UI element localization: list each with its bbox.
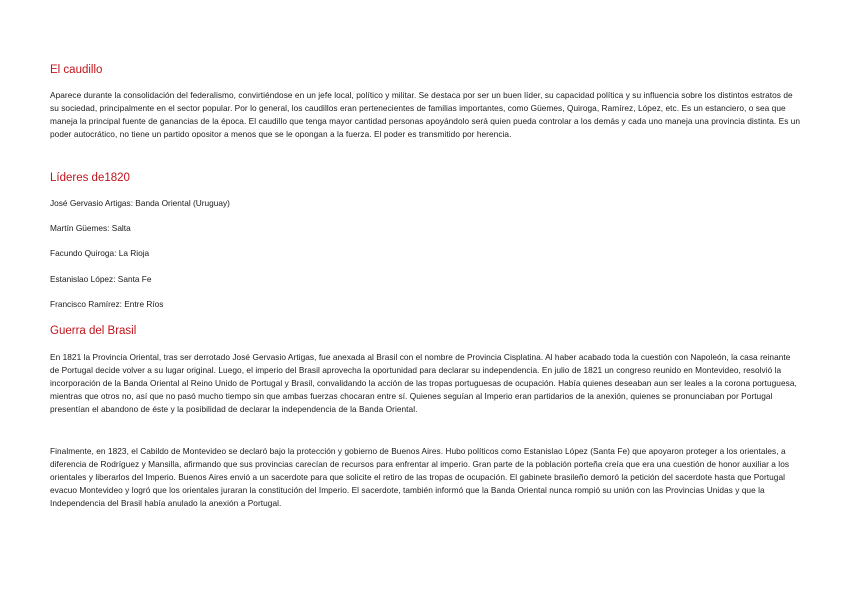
heading-lideres: Líderes de1820 [50,172,130,184]
paragraph-el-caudillo: Aparece durante la consolidación del federalismo, convirtiéndose en un jefe local, político y militar. Se destaca por ser un buen líder, su capacidad política y su influencia sobre los distintos estratos de su sociedad, principalmente en el sector popular. Por lo general, los caudillos eran pertenecientes de familias importantes, como Güemes, Quiroga, Ramírez, López, etc. Es un estanciero, o sea que maneja la principal fuente de ganancias de la época. El caudillo que tenga mayor cantidad personas apoyándolo será quien pueda controlar a los demás y cada uno maneja una provincia distinta. Es un poder autocrático, no tiene un partido opositor a menos que se le opongan a la fuerza. El poder es transmitido por herencia. [50,90,801,139]
paragraph-guerra-2: Finalmente, en 1823, el Cabildo de Montevideo se declaró bajo la protección y gobierno de Buenos Aires. Hubo políticos como Estanislao López (Santa Fe) que apoyaron proteger a los orientales, a diferencia de Rodríguez y Mansilla, afirmando que sus provincias carecían de recursos para enfrentar al imperio. Gran parte de la población porteña creía que era una cuestión de honor auxiliar a los orientales y liberarlos del Imperio. Buenos Aires envió a un sacerdote para que solicite el retiro de las tropas de ocupación. El gabinete brasileño demoró la petición del sacerdote hasta que Portugal evacuo Montevideo y logró que los orientales juraran la constitución del Imperio. El sacerdote, también informó que la Banda Oriental nunca rompió su unión con las Provincias Unidas y que la Independencia del Brasil había anulado la anexión a Portugal. [50,446,790,508]
heading-guerra-del-brasil: Guerra del Brasil [50,325,137,337]
list-item: José Gervasio Artigas: Banda Oriental (Uruguay) [50,198,230,208]
list-item: Francisco Ramírez: Entre Ríos [50,299,164,309]
paragraph-guerra-1: En 1821 la Provincia Oriental, tras ser derrotado José Gervasio Artigas, fue anexada al Brasil con el nombre de Provincia Cisplatina. Al haber acabado toda la cuestión con Napoleón, la casa reinante de Portugal decide volver a su lugar original. Luego, el imperio del Brasil aprovecha la oportunidad para declarar su independencia. En julio de 1821 un congreso reunido en Montevideo, resolvió la incorporación de la Banda Oriental al Reino Unido de Portugal y Brasil, convalidando la acción de las tropas portuguesas de ocupación. Había quienes deseaban aun ser leales a la corona portuguesa, mientras que otros no, así que no pasó mucho tiempo sin que ambas fuerzas chocaran entre sí. Quienes seguían al Imperio eran partidarios de la anexión, quienes se pronunciaban por Portugal presentían el abandono de éste y la posibilidad de declarar la independencia de la Banda Oriental. [50,352,797,414]
list-item: Estanislao López: Santa Fe [50,274,152,284]
heading-el-caudillo: El caudillo [50,64,103,76]
list-item: Facundo Quiroga: La Rioja [50,248,150,258]
list-item: Martín Güemes: Salta [50,223,131,233]
